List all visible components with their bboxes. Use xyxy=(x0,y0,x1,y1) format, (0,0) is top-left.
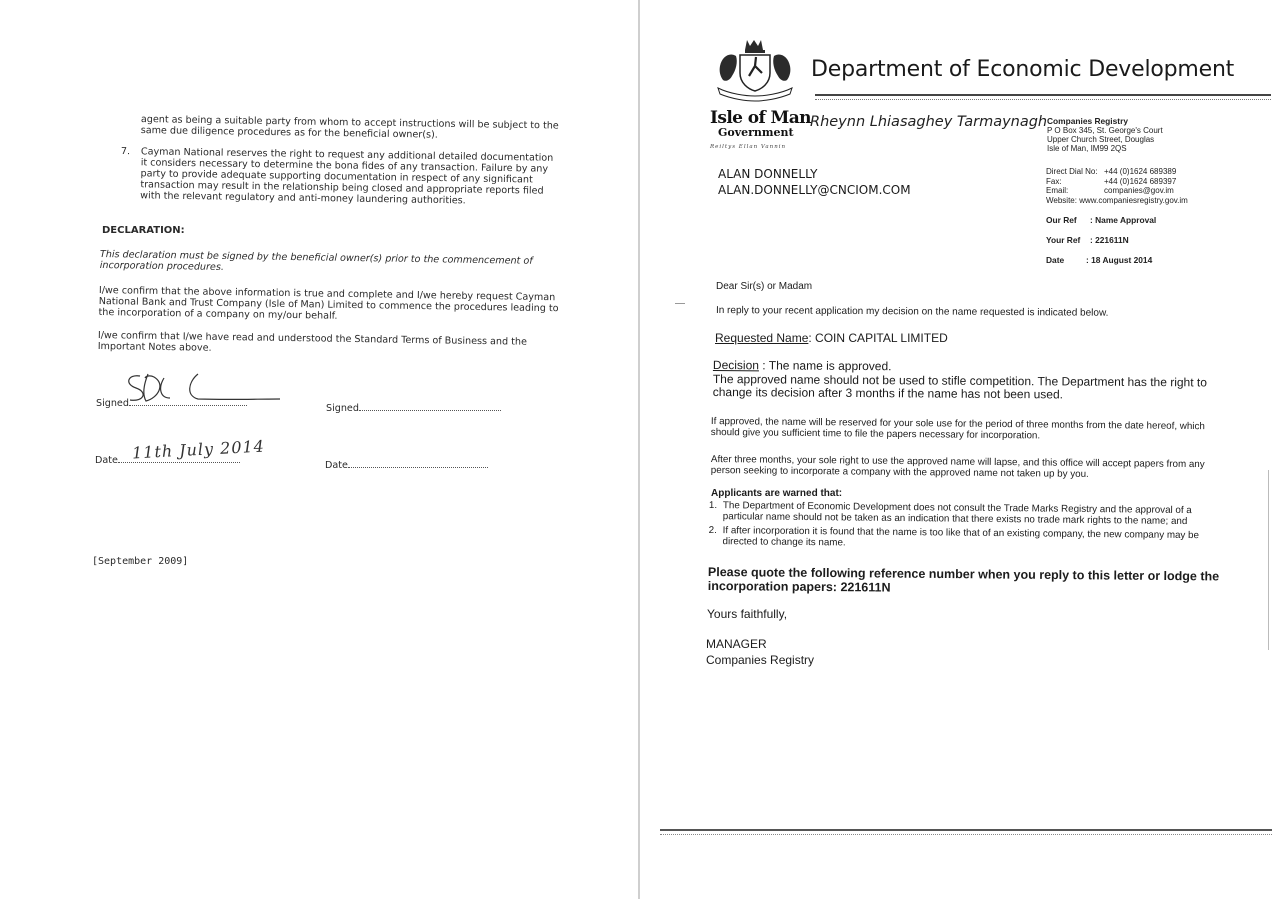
addressee-email: ALAN.DONNELLY@CNCIOM.COM xyxy=(718,182,911,197)
date-label: Date xyxy=(325,460,348,471)
website-value: www.companiesregistry.gov.im xyxy=(1079,195,1188,205)
manx-logo-text: Reiltys Ellan Vannin xyxy=(710,144,787,150)
requested-name-value: : COIN CAPITAL LIMITED xyxy=(808,331,948,345)
requested-name xyxy=(715,331,948,345)
decision xyxy=(713,359,1233,403)
closing: Yours faithfully, xyxy=(707,607,788,621)
department-title: Department of Economic Development xyxy=(811,57,1235,82)
footer-rule xyxy=(660,829,1272,835)
signoff-department: Companies Registry xyxy=(706,652,815,667)
reference-quote-paragraph: Please quote the following reference number when you reply to this letter or lodge the incorporation papers: 221611N xyxy=(707,565,1220,595)
signature-dotted-line xyxy=(359,401,501,411)
list-item-text: If after incorporation it is found that the name is too like that of an existing company, the new company may be directed to change its name. xyxy=(722,525,1200,549)
salutation: Dear Sir(s) or Madam xyxy=(716,281,813,292)
your-ref-row xyxy=(1046,235,1129,245)
signoff-title: MANAGER xyxy=(706,637,767,651)
warnings-heading: Applicants are warned that: xyxy=(711,488,843,499)
form-version-footer: [September 2009] xyxy=(92,556,189,567)
date-dotted-line xyxy=(118,453,240,463)
signature-line-1 xyxy=(96,396,247,409)
addressee xyxy=(718,167,911,198)
decision-detail: The approved name should not be used to stifle competition. The Department has the right to change its decision after 3 months if the name has not been used. xyxy=(712,371,1207,402)
addressee-name: ALAN DONNELLY xyxy=(718,167,818,181)
date-dotted-line xyxy=(348,458,488,468)
direct-dial-value: +44 (0)1624 689389 xyxy=(1104,167,1177,176)
list-item-number: 2. xyxy=(708,524,717,537)
date-ref-value: : 18 August 2014 xyxy=(1086,255,1153,265)
list-item-number: 1. xyxy=(708,500,718,512)
header-rule xyxy=(815,94,1271,100)
signature-dotted-line xyxy=(129,396,247,406)
list-item-text: Cayman National reserves the right to request any additional detailed documentation it considers necessary to determine the bona fides of any transaction. Failure by any party to provide adequate supporting documentation in respect of any significant transaction may result in the relationship being closed and appropriate reports filed with the relevant regulatory and anti-money laundering authorities. xyxy=(140,146,554,207)
list-item-text: The Department of Economic Development does not consult the Trade Marks Registry and the approval of a particular name should not be taken as an indication that there exists no trade mark rights to the name; and xyxy=(722,500,1192,528)
signed-label: Signed xyxy=(96,398,129,409)
direct-dial-label: Direct Dial No: xyxy=(1046,167,1098,176)
email-label: Email: xyxy=(1046,186,1069,195)
confirmation-paragraph-2: I/we confirm that I/we have read and understood the Standard Terms of Business and the Important Notes above. xyxy=(97,330,528,354)
fax-label: Fax: xyxy=(1046,176,1062,186)
list-item xyxy=(709,500,1233,527)
your-ref-label: Your Ref xyxy=(1046,235,1081,245)
lapse-paragraph: After three months, your sole right to use the approved name will lapse, and this office will accept papers from any person seeking to incorporate a company with the approved name not taken up by you. xyxy=(710,454,1205,480)
intro-paragraph: agent as being a suitable party from whom to accept instructions will be subject to the same due diligence procedures as for the beneficial owner(s). xyxy=(140,114,559,141)
date-row xyxy=(1046,255,1152,265)
reply-line: In reply to your recent application my decision on the name requested is indicated below. xyxy=(715,305,1109,319)
warnings-list xyxy=(708,500,1232,555)
decision-label: Decision xyxy=(712,358,760,373)
declaration-heading: DECLARATION: xyxy=(102,225,185,236)
government-logo-text: Government xyxy=(718,126,794,139)
signoff xyxy=(706,637,814,668)
declaration-note: This declaration must be signed by the beneficial owner(s) prior to the commencement of incorporation procedures. xyxy=(99,249,533,273)
our-ref-value: : Name Approval xyxy=(1090,215,1157,225)
signature-line-2 xyxy=(326,401,501,414)
registry-address xyxy=(1047,117,1163,153)
registry-title: Companies Registry xyxy=(1047,116,1128,126)
our-ref-label: Our Ref xyxy=(1046,215,1077,225)
date-line-2 xyxy=(325,458,488,471)
registry-address-line: Upper Church Street, Douglas xyxy=(1047,135,1155,144)
manx-department-name: Rheynn Lhiasaghey Tarmaynagh xyxy=(810,114,1048,130)
confirmation-paragraph-1: I/we confirm that the above information is true and complete and I/we hereby request Cayman National Bank and Trust Company (Isle of Man) Limited to commence the procedures leading to the incorporation of a company on my/our behalf. xyxy=(98,285,559,322)
your-ref-value: : 221611N xyxy=(1090,235,1129,245)
handwritten-date: 11th July 2014 xyxy=(131,436,266,463)
requested-name-label: Requested Name xyxy=(715,331,809,345)
approval-reservation-paragraph: If approved, the name will be reserved for your sole use for the period of three months from the date hereof, which should give you sufficient time to file the papers necessary for incorporation. xyxy=(710,416,1205,442)
registry-address-line: Isle of Man, IM99 2QS xyxy=(1047,144,1127,153)
date-line-1 xyxy=(95,453,240,466)
list-item xyxy=(709,525,1233,552)
website-label: Website: xyxy=(1046,195,1077,205)
our-ref-row xyxy=(1046,215,1156,225)
list-item-number: 7. xyxy=(120,146,131,158)
email-value: companies@gov.im xyxy=(1104,186,1174,195)
isle-of-man-logo-text: Isle of Man xyxy=(710,108,811,128)
scan-edge-mark xyxy=(1268,470,1269,650)
registry-address-line: P O Box 345, St. George's Court xyxy=(1047,126,1163,135)
date-label: Date xyxy=(95,455,118,466)
fold-mark xyxy=(675,303,685,304)
date-ref-label: Date xyxy=(1046,255,1065,265)
isle-of-man-crest-icon xyxy=(712,36,798,104)
fax-value: +44 (0)1624 689397 xyxy=(1104,176,1177,186)
list-item-7 xyxy=(120,146,561,208)
decision-value: : The name is approved. xyxy=(758,358,892,374)
contact-details xyxy=(1046,167,1188,205)
signed-label: Signed xyxy=(326,403,359,414)
